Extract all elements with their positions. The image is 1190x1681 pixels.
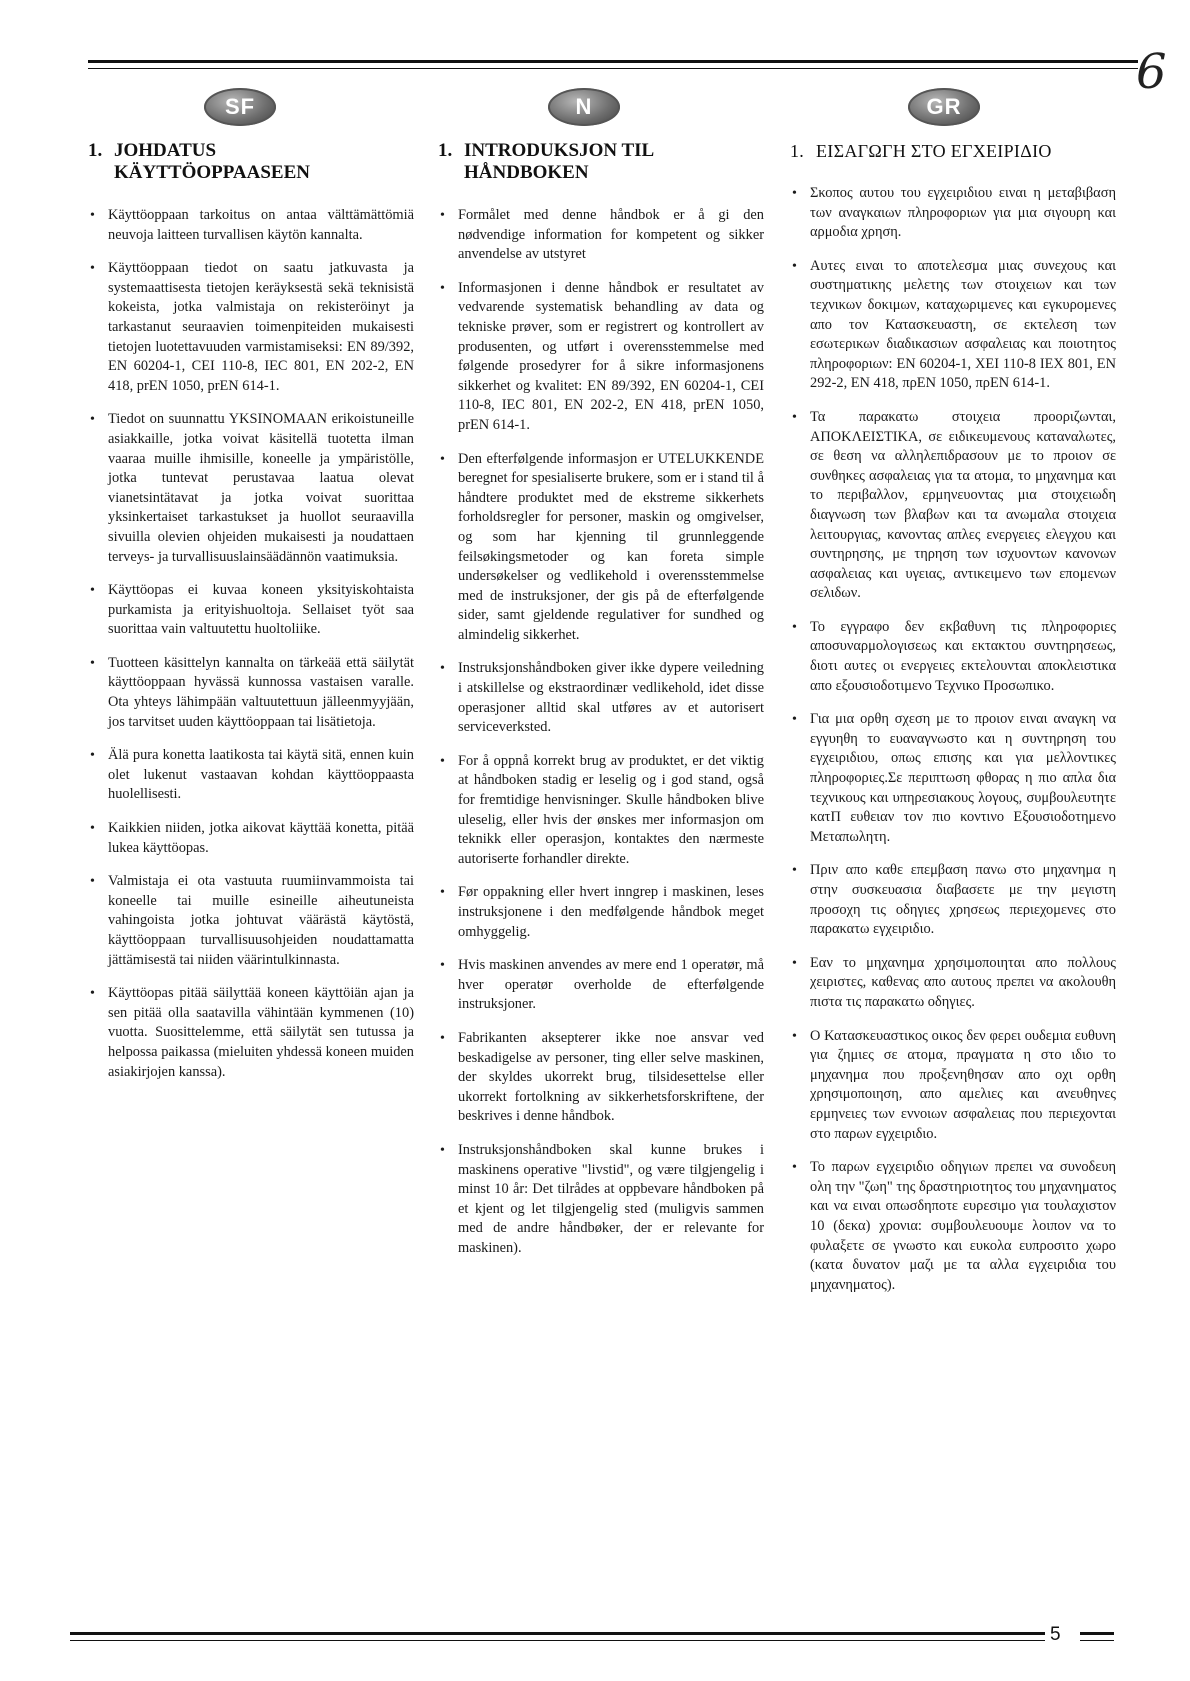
heading-number: 1. [438,140,453,161]
list-item: • Käyttöopas ei kuvaa koneen yksityiskohtaista purkamista ja erityishuoltoja. Sellaiset työt saa suorittaa vain valtuutettu huoltoliike. [88,581,414,640]
language-badge-sf: SF [204,88,276,126]
list-item: • Instruksjonshåndboken giver ikke dypere veiledning i atskillelse og ekstraordinær vedlikehold, idet disse operasjoner alltid skal utføres av et autorisert serviceverksted. [438,659,764,737]
list-item: • Σκοπος αυτου του εγχειριδιου ειναι η μεταβιβαση των αναγκαιων πληροφοριων για μια σιγουρη και αρμοδια χρηση. [790,184,1116,243]
section-heading [88,140,414,184]
heading-number: 1. [88,140,103,161]
list-item: • Käyttöoppaan tiedot on saatu jatkuvasta ja systemaattisesta tietojen keräyksestä sekä teknisistä kokeista, jotka valmistaja on rekisteröinyt ja tarkastanut seuraavien toimenpiteiden mukaisesti tietojen luotettavuuden varmistamiseksi: EN 89/392, EN 60204-1, CEI 110-8, IEC 801, EN 202-2, EN 418, prEN 1050, prEN 614-1. [88,259,414,396]
list-item: • Hvis maskinen anvendes av mere end 1 operatør, må hver operatør overholde de efterfølgende instruksjoner. [438,956,764,1015]
heading-text: JOHDATUS KÄYTTÖOPPAASEEN [114,140,311,183]
list-item: • Αυτες ειναι το αποτελεσμα μιας συνεχους και συστηματικης μελετης των στοιχειων και των τεχνικων δοκιμων, καταχωριμενες και εγκυρομενες απο τον Κατασκευαστη, σε εκτελεση των εσωτερικων διαδικασιων ασφαλειας και ποιοτητος πληροφοριων: EN 60204-1, ΧΕΙ 110-8 ΙΕΧ 801, EN 292-2, EN 418, πρEN 1050, πρEN 614-1. [790,257,1116,394]
list-item: • Kaikkien niiden, jotka aikovat käyttää konetta, pitää lukea käyttöopas. [88,819,414,858]
top-rule [88,60,1138,63]
column-greek [790,140,1116,1309]
top-rule-thin [88,68,1138,69]
page-number: 5 [1050,1624,1061,1645]
heading-number: 1. [790,141,805,161]
list-item: • Το παρων εγχειριδιο οδηγιων πρεπει να συνοδευη ολη την "ζωη" της δραστηριοτητος του μηχανηματος και να ειναι οπωσδηποτε ευρεσιμο για τουλαχιστον 10 (δεκα) χρονια: συμβουλευουμε λοιπον να το φυλαξετε σε γνωστο και ευκολα ευπροσιτο χωρο (κατα δυνατον μαζι με τα αλλα εγχειριδια του μηχανηματος). [790,1158,1116,1295]
list-item: • Πριν απο καθε επεμβαση πανω στο μηχανημα η στην συσκευασια διαβασετε με την μεγιστη προσοχη τις οδηγιες χρησεως περιεχομενες στο παρακατω εγχειριδιο. [790,861,1116,939]
heading-text: ΕΙΣΑΓΩΓΗ ΣΤΟ ΕΓΧΕΙΡΙΔΙΟ [816,141,1052,161]
list-item: • Tiedot on suunnattu YKSINOMAAN erikoistuneille asiakkaille, jotka voivat käsitellä tuotetta ilman vaaraa muille ihmisille, koneelle ja ympäristölle, jotka tuntevat perustavaa laatua olevat vianetsintätavat ja jotka voivat suorittaa yksinkertaiset tarkastukset ja huollot seuraavilla sivuilla olevien ohjeiden mukaisesti ja noudattaen terveys- ja turvallisuuslainsäädännön vaatimuksia. [88,410,414,567]
page-number-rule-thin [1080,1640,1114,1641]
list-item: • For å oppnå korrekt brug av produktet, er det viktig at håndboken stadig er leselig og i god stand, også for fremtidige henvisninger. Skulle håndboken blive uleselig, eller hvis der ønskes mer informasjon om teknikk eller operasjon, kontaktes den nærmeste autoriserte forhandler direkte. [438,752,764,870]
list-item: • Εαν το μηχανημα χρησιμοποιηται απο πολλους χειριστες, καθενας απο αυτους πρεπει να ακολουθη πιστα τις παρακατω οδηγιες. [790,954,1116,1013]
bullet-list [790,184,1116,1295]
section-heading [790,140,1116,162]
language-badge-gr: GR [908,88,980,126]
bottom-rule [70,1632,1045,1635]
list-item: • Τα παρακατω στοιχεια προοριζωνται, ΑΠΟΚΛΕΙΣΤΙΚΑ, σε ειδικευμενους καταναλωτες, σε θεση να αλληλεπιδρασουν με το προιον σε συνθηκες ασφαλειας για τα ατομα, το μηχανημα και το περιβαλλον, ερμηνευοντας μια στοιχειωδη διαγνωση των βλαβων και τα ανωμαλα στοιχεια λειτουργιας, κανοντας απλες ενεργειες ελεγχου και συντηρησης, με τηρηση των ισχυοντων κανονων ασφαλειας και υγειας, αντικειμενο των επομενων σελιδων. [790,408,1116,604]
list-item: • Το εγγραφο δεν εκβαθυνη τις πληροφοριες αποσυναρμολογισεως και εκτακτου συντηρησεως, διοτι αυτες οι ενεργειες εκτελουνται αποκλειστικα απο εξουσιοδοτιμενο Τεχνικο Προσωπικο. [790,618,1116,696]
list-item: • Ο Κατασκευαστικος οικος δεν φερει ουδεμια ευθυνη για ζημιες σε ατομα, πραγματα η στο ιδιο το μηχανημα που προξενηθησαν απο οχι ορθη χρησιμοποιηση, απο αμελιες και ανευθηνες ερμηνειες των εννοιων ασφαλειας που περιεχονται στο παρων εγχειριδιο. [790,1027,1116,1145]
list-item: • Før oppakning eller hvert inngrep i maskinen, leses instruksjonene i den medfølgende håndbok meget omhyggelig. [438,883,764,942]
list-item: • Formålet med denne håndbok er å gi den nødvendige information for kompetent og sikker anvendelse av utstyret [438,206,764,265]
list-item: • Instruksjonshåndboken skal kunne brukes i maskinens operative "livstid", og være tilgjengelig i minst 10 år: Det tilrådes at oppbevare håndboken på et kjent og let tilgjengelig sted (muligvis sammen med de andre håndbøker, der er relevante for maskinen). [438,1141,764,1259]
list-item: • Valmistaja ei ota vastuuta ruumiinvammoista tai koneelle tai muille esineille aiheutuneista vahingoista jotka johtuvat väärästä käytöstä, käyttöoppaan turvallisuusohjeiden noudattamatta jättämisestä tai niiden väärintulkinnasta. [88,872,414,970]
page-number-rule [1080,1632,1114,1635]
bottom-rule-thin [70,1640,1045,1641]
page-marker: 6 [1136,44,1167,100]
list-item: • Älä pura konetta laatikosta tai käytä sitä, ennen kuin olet lukenut vastaavan kohdan käyttöoppaasta huolellisesti. [88,746,414,805]
language-badge-n: N [548,88,620,126]
heading-text: INTRODUKSJON TIL HÅNDBOKEN [464,140,654,183]
list-item: • Käyttöoppaan tarkoitus on antaa välttämättömiä neuvoja laitteen turvallisen käytön kannalta. [88,206,414,245]
list-item: • Käyttöopas pitää säilyttää koneen käyttöiän ajan ja sen pitää olla saatavilla vähintään kymmenen (10) vuotta. Suosittelemme, että säilytät sen tutussa ja helpossa paikassa (mieluiten yhdessä koneen muiden asiakirjojen kanssa). [88,984,414,1082]
list-item: • Informasjonen i denne håndbok er resultatet av vedvarende systematisk behandling av data og tekniske prøver, som er registrert og kontrollert av produsenten, og utført i overensstemmelse med følgende prosedyrer for å sikre informasjonens sikkerhet og kvalitet: EN 89/392, EN 60204-1, CEI 110-8, IEC 801, EN 202-2, EN 418, prEN 1050, prEN 614-1. [438,279,764,436]
list-item: • Για μια ορθη σχεση με το προιον ειναι αναγκη να εγγυηθη το ευαναγνωστο και η συντηρηση του εγχειριδιου, οπως επισης και για μελλοντικες πληροφοριες.Σε περιπτωση φθορας η πιο απλα δια τεχνικους και υπηρεσιακους λογους, συμβουλευτητε κατΠ ευθειαν τον πιο κοντινο Εξουσιοδοτημενο Μεταπωλητη. [790,710,1116,847]
list-item: • Den efterfølgende informasjon er UTELUKKENDE beregnet for spesialiserte brukere, som er i stand til å håndtere produktet med de ekstreme sikkerhets forholdsregler for personer, maskin og omgivelser, og som har kjenning til grunnleggende feilsøkingsmetoder og kan foreta simple undersøkelser og vedlikehold i overensstemmelse med de instruksjoner, der gis på de efterfølgende sider, samt gjeldende regulativer for sundhed og almindelig sikkerhet. [438,450,764,646]
list-item: • Tuotteen käsittelyn kannalta on tärkeää että säilytät käyttöoppaan hyvässä kunnossa vastaisen varalle. Ota yhteys lähimpään valtuutettuun jälleenmyyjään, jos tarvitset uuden käyttöoppaan tai lisätietoja. [88,654,414,732]
column-norwegian [438,140,764,1273]
bullet-list [88,206,414,1082]
column-finnish [88,140,414,1096]
bullet-list [438,206,764,1259]
section-heading [438,140,764,184]
list-item: • Fabrikanten aksepterer ikke noe ansvar ved beskadigelse av personer, ting eller selve maskinen, der skyldes ukorrekt brug, tilsidesettelse eller ukorrekt fortolkning av sikkerhetsforskriftene, der beskrives i denne håndbok. [438,1029,764,1127]
